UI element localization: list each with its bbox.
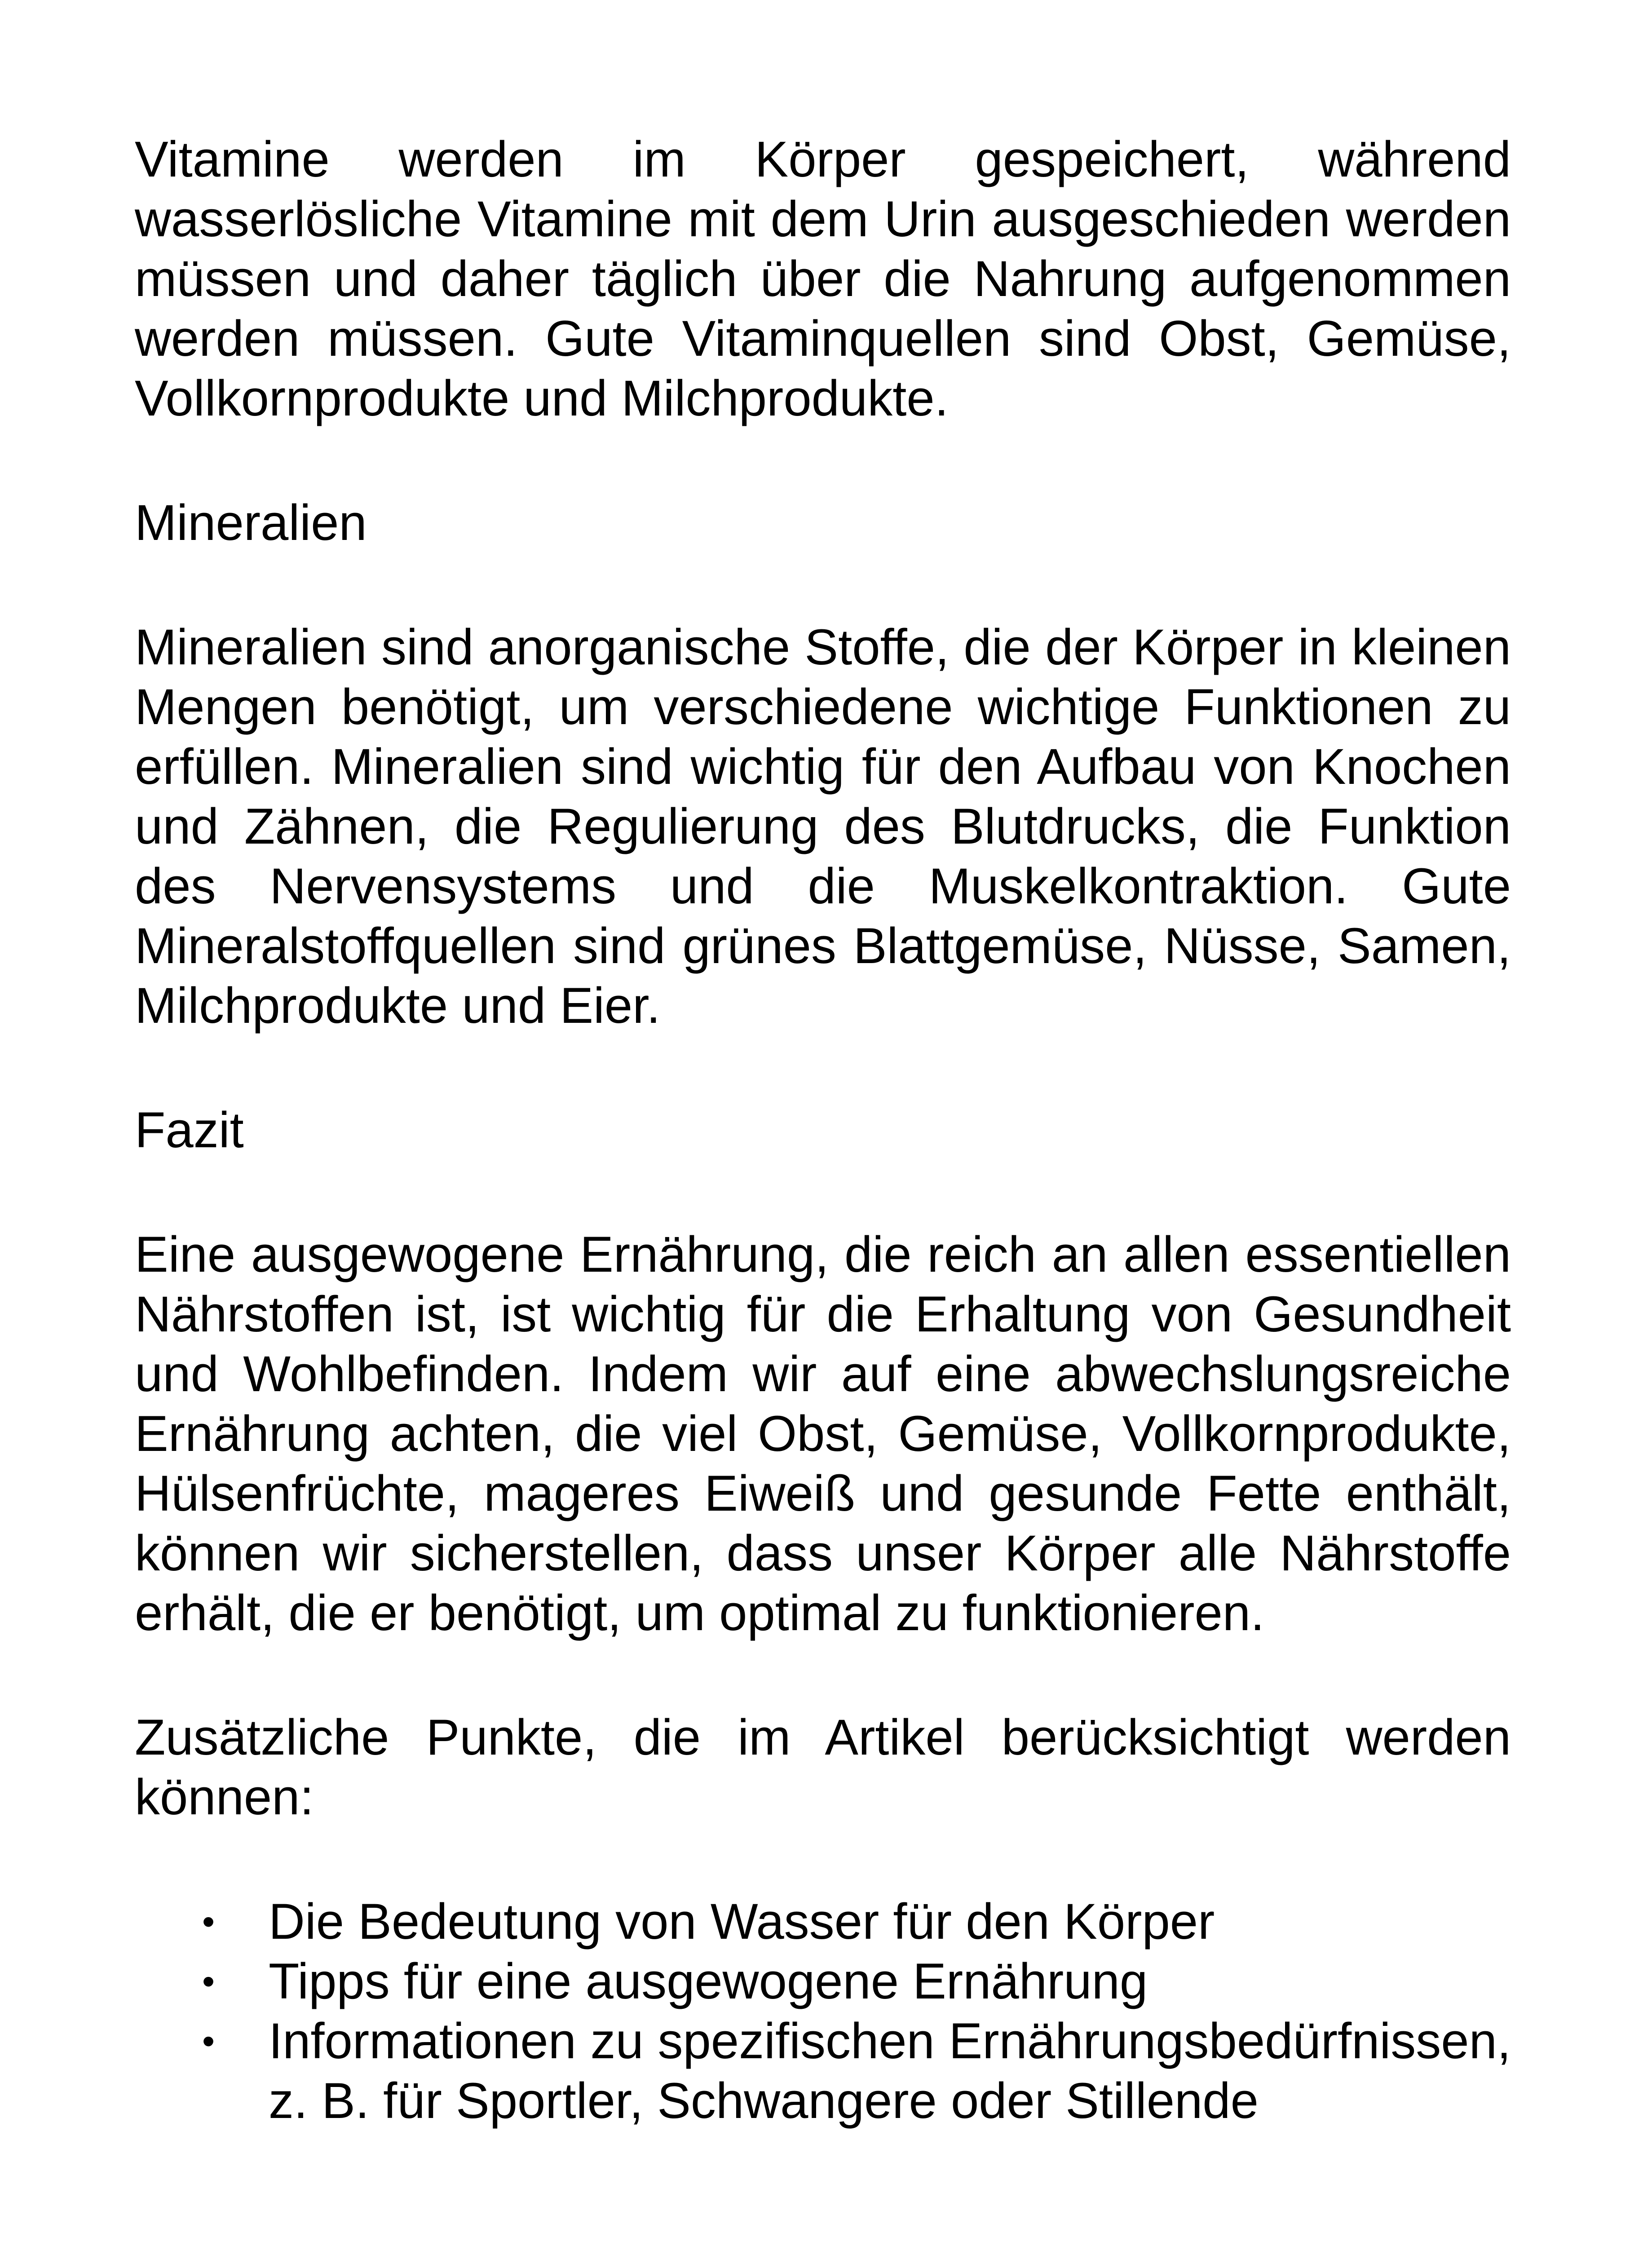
list-item-text: Die Bedeutung von Wasser für den Körper bbox=[269, 1893, 1215, 1950]
spacer bbox=[135, 1643, 1511, 1707]
list-item-text: Informationen zu spezifischen Ernährungsbedürfnissen, z. B. für Sportler, Schwangere oder Stillende bbox=[269, 2013, 1511, 2129]
spacer bbox=[135, 428, 1511, 493]
list-item bbox=[135, 1951, 1511, 2011]
page-content bbox=[135, 129, 1511, 2131]
section-heading-minerals: Mineralien bbox=[135, 495, 367, 551]
list-item-text: Tipps für eine ausgewogene Ernährung bbox=[269, 1953, 1148, 2009]
bullet-list bbox=[135, 1892, 1511, 2131]
additional-points-intro: Zusätzliche Punkte, die im Artikel berücksichtigt werden können: bbox=[135, 1709, 1511, 1825]
bullet-icon: • bbox=[202, 1961, 215, 2001]
bullet-icon: • bbox=[202, 2021, 215, 2061]
bullet-icon: • bbox=[202, 1901, 215, 1941]
spacer bbox=[135, 553, 1511, 617]
intro-paragraph: Vitamine werden im Körper gespeichert, während wasserlösliche Vitamine mit dem Urin ausgeschieden werden müssen und daher täglich über die Nahrung aufgenommen werden müssen. Gute Vitaminquellen sind Obst, Gemüse, Vollkornprodukte und Milchprodukte. bbox=[135, 131, 1511, 426]
spacer bbox=[135, 1035, 1511, 1100]
spacer bbox=[135, 1827, 1511, 1892]
minerals-paragraph: Mineralien sind anorganische Stoffe, die der Körper in kleinen Mengen benötigt, um verschiedene wichtige Funktionen zu erfüllen. Mineralien sind wichtig für den Aufbau von Knochen und Zähnen, die Regulierung des Blutdrucks, die Funktion des Nervensystems und die Muskelkontraktion. Gute Mineralstoffquellen sind grünes Blattgemüse, Nüsse, Samen, Milchprodukte und Eier. bbox=[135, 619, 1511, 1034]
conclusion-paragraph: Eine ausgewogene Ernährung, die reich an allen essentiellen Nährstoffen ist, ist wichtig für die Erhaltung von Gesundheit und Wohlbefinden. Indem wir auf eine abwechslungsreiche Ernährung achten, die viel Obst, Gemüse, Vollkornprodukte, Hülsenfrüchte, mageres Eiweiß und gesunde Fette enthält, können wir sicherstellen, dass unser Körper alle Nährstoffe erhält, die er benötigt, um optimal zu funktionieren. bbox=[135, 1226, 1511, 1641]
spacer bbox=[135, 1160, 1511, 1225]
section-heading-conclusion: Fazit bbox=[135, 1102, 244, 1158]
list-item bbox=[135, 1892, 1511, 1951]
list-item bbox=[135, 2011, 1511, 2131]
